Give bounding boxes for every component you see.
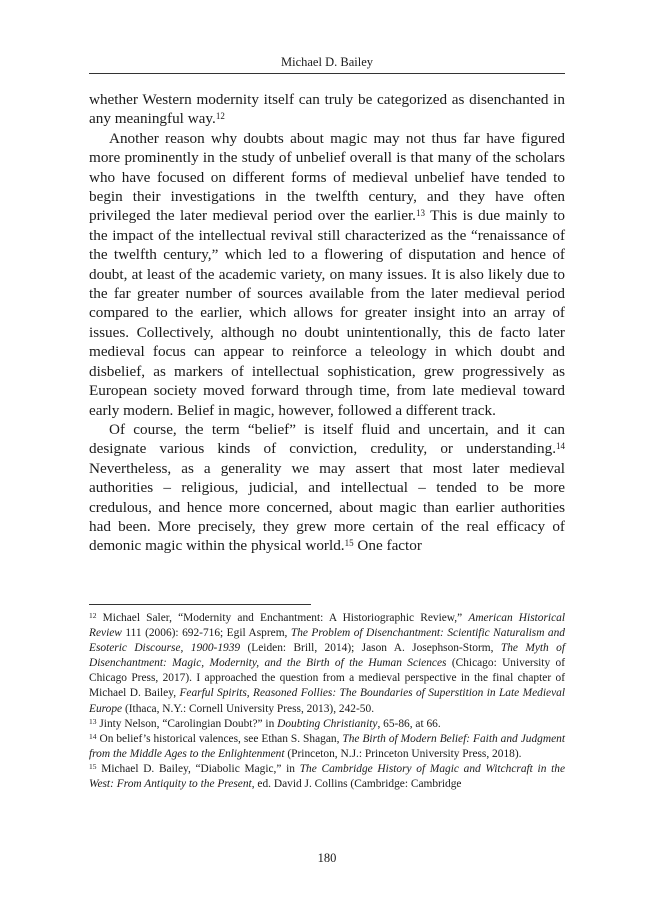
paragraph-2-text-b: This is due mainly to the impact of the intellectual revival still characterized as the “renaissance of the twelfth century,” which led to a flowering of disputation and hence of doubt, at least of the academic variety, on many issues. It is also likely due to the far greater number of sources available from the later medieval period compared to the earlier, which allows for greater insight into an array of issues. Collectively, although no doubt unintentionally, this de facto later medieval focus can appear to reinforce a teleology in which doubt and disbelief, as markers of intellectual sophistication, grew progressively as European society moved forward through time, from late medieval toward early modern. Belief in magic, however, followed a different track. (89, 207, 566, 419)
footnote-text: On belief’s historical valences, see Ethan S. Shagan, (96, 732, 343, 745)
paragraph-3-text-b: Nevertheless, as a generality we may assert that most later medieval authorities – religious, judicial, and intellectual – tended to be more credulous, and hence more concerned, about magic than earlier authorities had been. More precisely, they grew more certain of the real efficacy of demonic magic within the physical world. (89, 459, 565, 555)
footnote-number: 13 (89, 716, 97, 726)
page-number: 180 (317, 851, 337, 865)
footnote-13 (89, 717, 565, 732)
footnote-title: American Historical Review (89, 612, 566, 640)
footnote-separator (89, 604, 311, 605)
footnote-text: Michael Saler, “Modernity and Enchantment: A Historiographic Review,” (96, 612, 469, 624)
footnote-title: Fearful Spirits, Reasoned Follies: The Boundaries of Superstition in Late Medieval Europe (89, 687, 565, 715)
paragraph-3 (89, 420, 565, 556)
footnote-ref-14: 14 (556, 441, 565, 452)
footnote-title: The Cambridge History of Magic and Witchcraft in the West: From Antiquity to the Present (89, 762, 565, 791)
footnotes (89, 611, 565, 792)
paragraph-3-text-c: One factor (353, 537, 422, 555)
footnote-text: 111 (2006): 692-716; Egil Asprem, (121, 627, 291, 640)
footnote-12 (89, 611, 565, 717)
footnote-text: , ed. David J. Collins (Cambridge: Cambridge (251, 778, 462, 791)
paragraph-1 (89, 90, 565, 129)
footnote-title: The Problem of Disenchantment: Scientific Naturalism and Esoteric Discourse, 1900-1939 (89, 627, 565, 655)
footnote-title: Doubting Christianity (277, 717, 378, 730)
paragraph-2-text-a: Another reason why doubts about magic may not thus far have figured more prominently in the study of unbelief overall is that many of the scholars who have focused on different forms of medieval unbelief have tended to begin their investigations in the twelfth century, and they have often privileged the later medieval period over the earlier. (89, 129, 565, 225)
footnote-text: (Leiden: Brill, 2014); Jason A. Josephson-Storm, (240, 642, 501, 655)
footnote-number: 14 (89, 731, 97, 741)
footnote-text: Michael D. Bailey, “Diabolic Magic,” in (96, 762, 300, 775)
footnote-14 (89, 732, 565, 762)
footnote-text: Jinty Nelson, “Carolingian Doubt?” in (96, 717, 278, 730)
footnote-ref-12: 12 (215, 111, 225, 122)
footnote-ref-13: 13 (415, 208, 425, 219)
footnote-text: (Ithaca, N.Y.: Cornell University Press, 2013), 242-50. (122, 702, 375, 715)
footnote-ref-15: 15 (344, 538, 354, 549)
footnote-title: The Birth of Modern Belief: Faith and Judgment from the Middle Ages to the Enlightenment (89, 732, 566, 760)
footnote-title: The Myth of Disenchantment: Magic, Modernity, and the Birth of the Human Sciences (89, 642, 565, 670)
footnote-number: 12 (89, 611, 97, 620)
paragraph-1-text: whether Western modernity itself can truly be categorized as disenchanted in any meaningful way. (89, 91, 565, 128)
paragraph-3-text-a: Of course, the term “belief” is itself fluid and uncertain, and it can designate various kinds of conviction, credulity, or understanding. (89, 420, 565, 458)
main-text (89, 90, 565, 556)
footnote-text: (Chicago: University of Chicago Press, 2017). I approached the question from a medieval perspective in the final chapter of Michael D. Bailey, (89, 657, 565, 700)
footnote-text: , 65-86, at 66. (377, 717, 441, 730)
header-rule (89, 73, 565, 74)
running-head: Michael D. Bailey (281, 55, 373, 69)
paragraph-2 (89, 129, 565, 420)
footnote-number: 15 (89, 761, 97, 771)
footnote-15 (89, 762, 565, 792)
footnote-text: (Princeton, N.J.: Princeton University Press, 2018). (284, 747, 522, 760)
